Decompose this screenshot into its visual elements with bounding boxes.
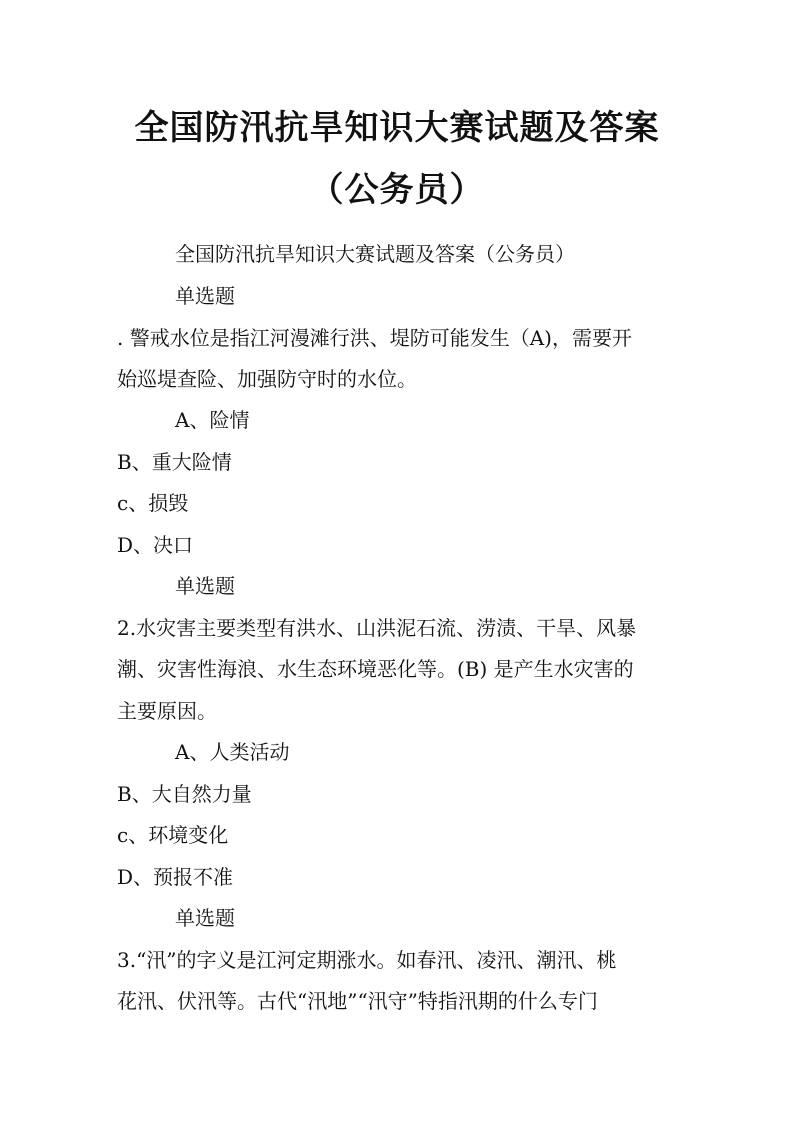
option-b: B、重大险情 (117, 450, 232, 474)
option-c: c、环境变化 (117, 823, 229, 847)
section-heading: 单选题 (175, 284, 235, 308)
option-c: c、损毁 (117, 491, 189, 515)
question-stem-line: 花汛、伏汛等。古代“汛地”“汛守”特指汛期的什么专门 (117, 989, 598, 1013)
option-d: D、决口 (117, 533, 194, 557)
section-heading: 单选题 (175, 574, 235, 598)
document-title-suffix: （公务员） (309, 170, 485, 210)
question-stem-line: 潮、灾害性海浪、水生态环境恶化等。(B) 是产生水灾害的 (117, 657, 634, 681)
question-stem-line: 始巡堤查险、加强防守时的水位。 (117, 367, 417, 391)
section-heading: 单选题 (175, 906, 235, 930)
question-stem-line: 2.水灾害主要类型有洪水、山洪泥石流、涝渍、干旱、风暴 (117, 616, 637, 640)
question-stem-line: . 警戒水位是指江河漫滩行洪、堤防可能发生（A)，需要开 (117, 326, 632, 350)
question-stem-line: 3.“汛”的字义是江河定期涨水。如春汛、凌汛、潮汛、桃 (117, 948, 617, 972)
document-subtitle: 全国防汛抗旱知识大赛试题及答案（公务员） (175, 242, 575, 266)
option-d: D、预报不准 (117, 865, 234, 889)
question-stem-line: 主要原因。 (117, 699, 217, 723)
option-a: A、人类活动 (175, 740, 290, 764)
option-a: A、险情 (175, 408, 250, 432)
option-b: B、大自然力量 (117, 782, 252, 806)
document-title: 全国防汛抗旱知识大赛试题及答案 (134, 108, 660, 148)
